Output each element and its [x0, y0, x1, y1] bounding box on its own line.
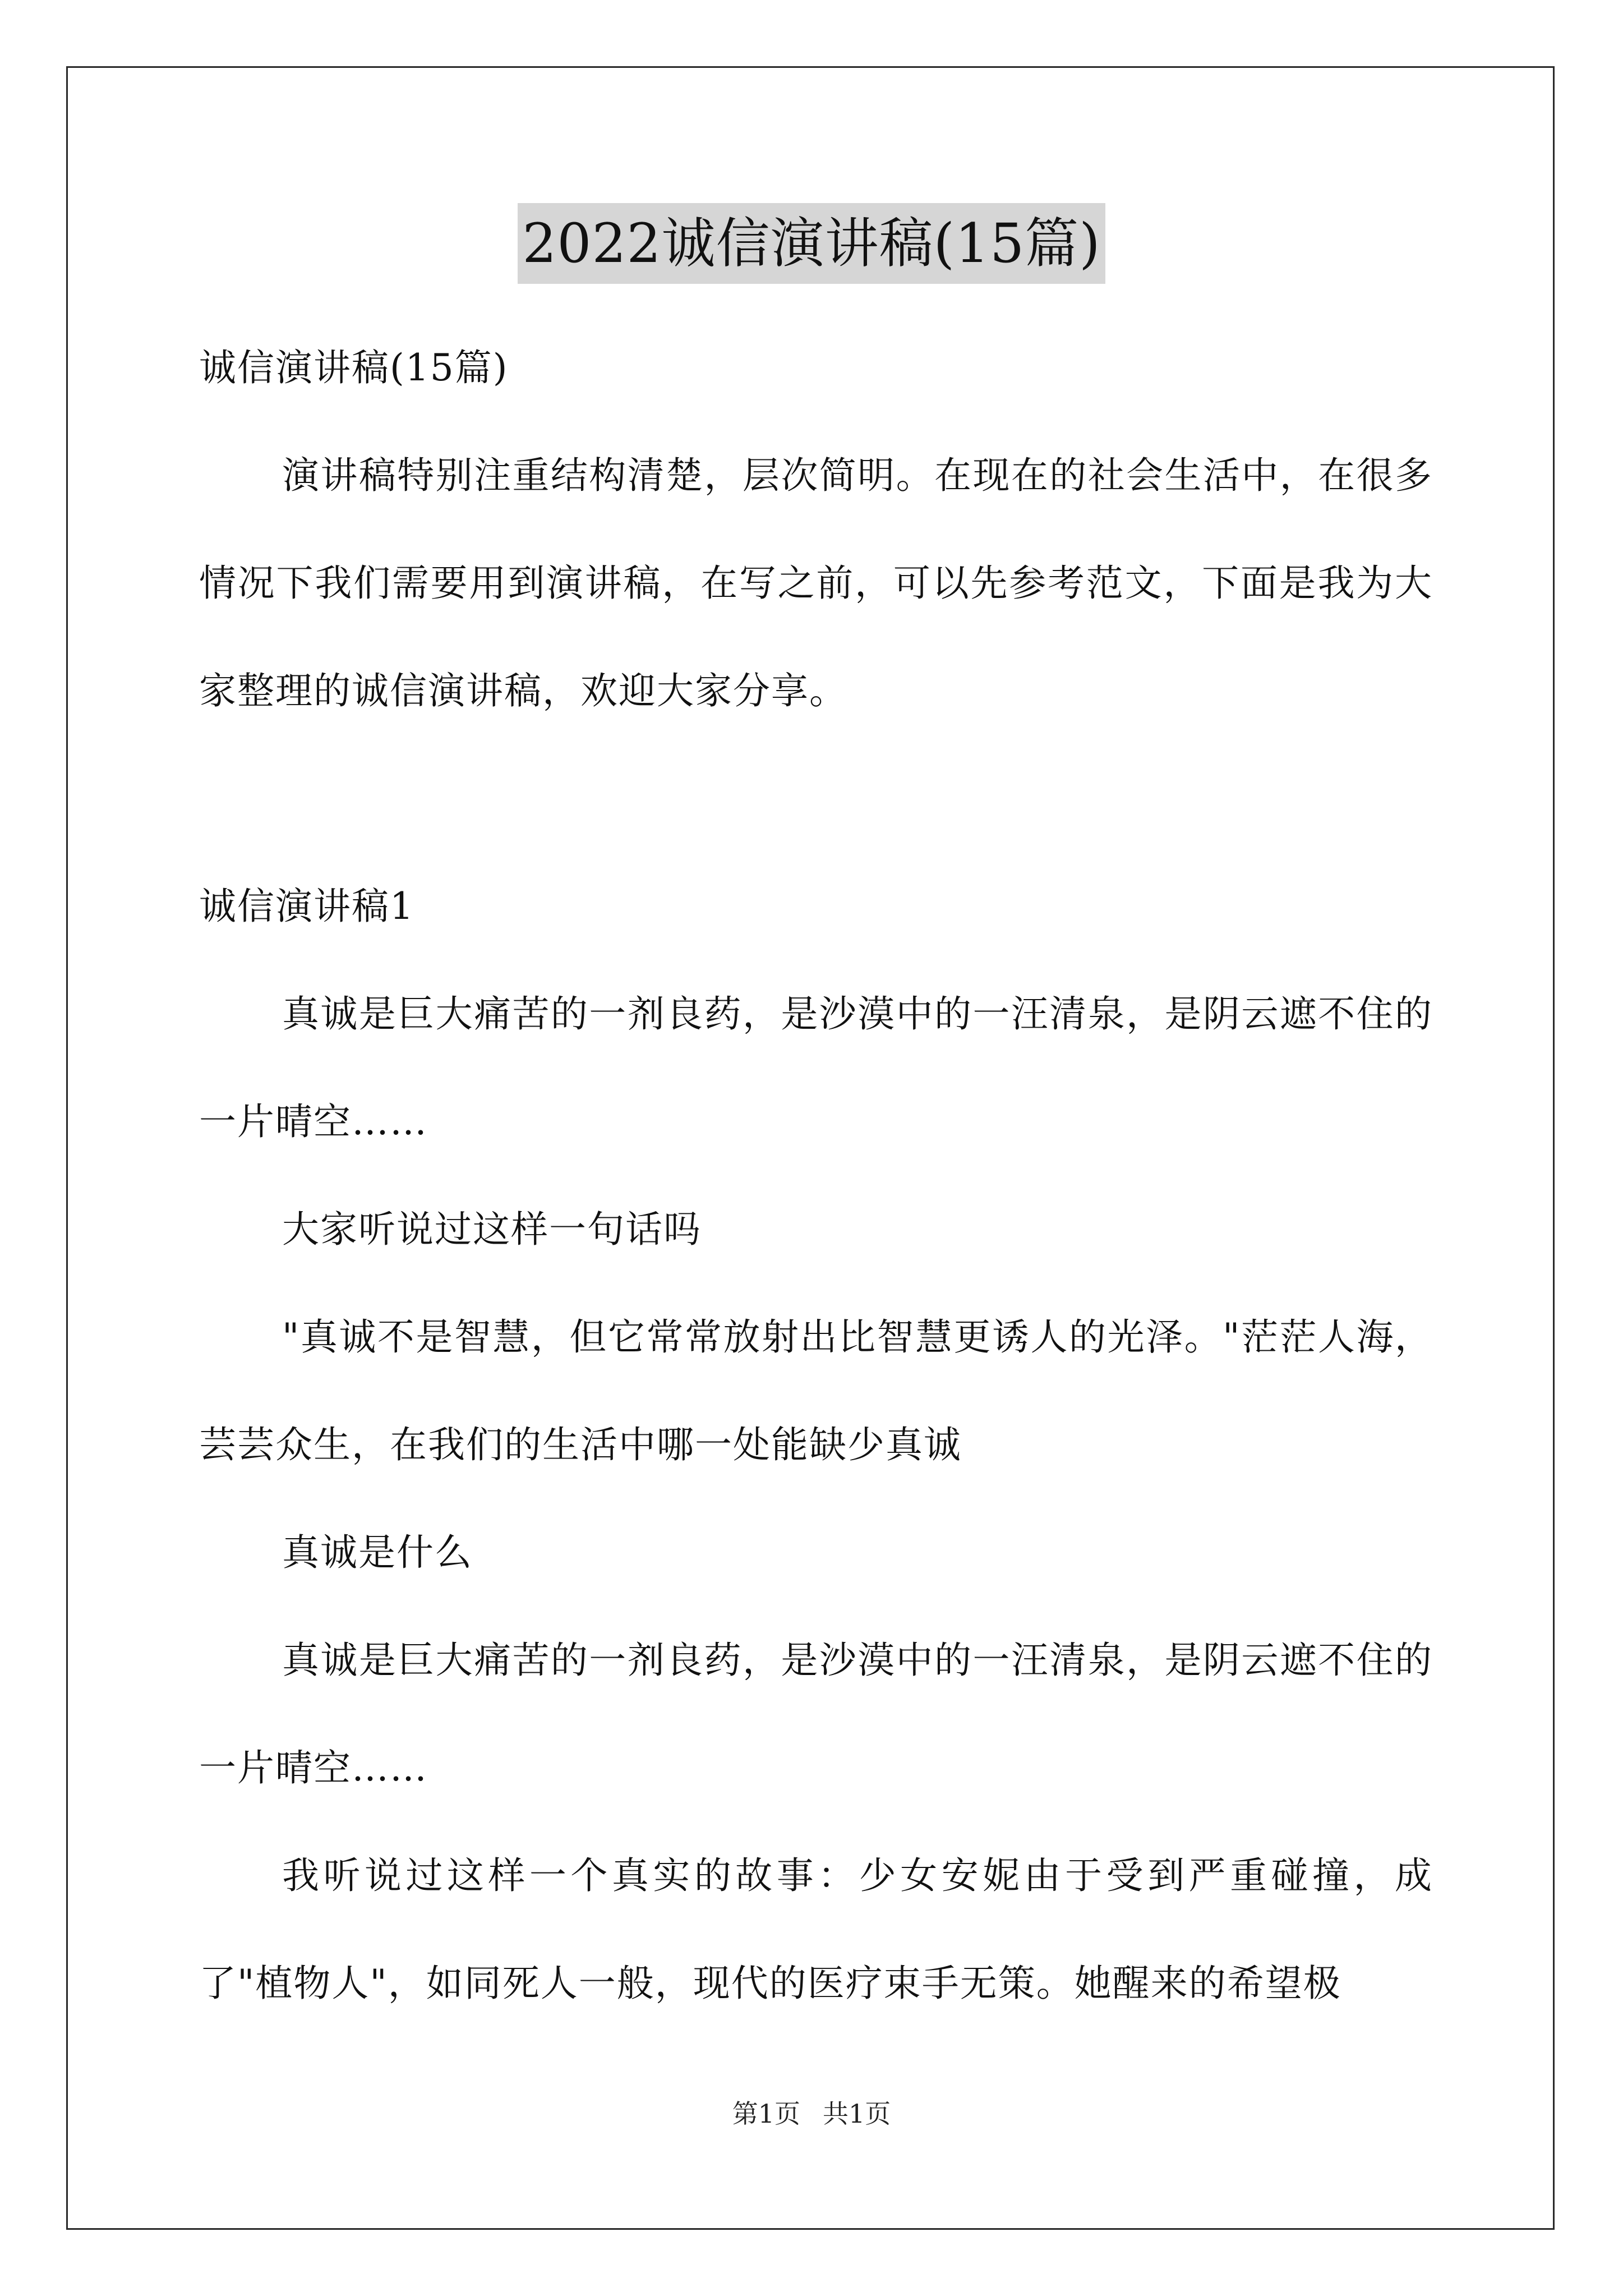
page-footer — [0, 2097, 1623, 2131]
body-paragraph: 大家听说过这样一句话吗 — [282, 1208, 702, 1251]
page-number: 第1页 — [732, 2099, 800, 2129]
body-paragraph: 真诚是巨大痛苦的一剂良药，是沙漠中的一汪清泉，是阴云遮不住的一片晴空…… — [199, 992, 1433, 1143]
body-paragraph: "真诚不是智慧，但它常常放射出比智慧更诱人的光泽。"茫茫人海，芸芸众生，在我们的生活中哪一处能缺少真诚 — [199, 1315, 1433, 1466]
body-paragraph: 真诚是什么 — [282, 1531, 473, 1574]
body-paragraph: 真诚是巨大痛苦的一剂良药，是沙漠中的一汪清泉，是阴云遮不住的一片晴空…… — [199, 1639, 1433, 1789]
body-paragraph: 我听说过这样一个真实的故事：少女安妮由于受到严重碰撞，成了"植物人"，如同死人一般，现代的医疗束手无策。她醒来的希望极 — [199, 1854, 1433, 2005]
document-title: 2022诚信演讲稿(15篇) — [518, 203, 1105, 284]
intro-paragraph: 演讲稿特别注重结构清楚，层次简明。在现在的社会生活中，在很多情况下我们需要用到演讲稿，在写之前，可以先参考范文，下面是我为大家整理的诚信演讲稿，欢迎大家分享。 — [199, 454, 1433, 712]
document-body — [199, 314, 1433, 2037]
page-total: 共1页 — [823, 2099, 891, 2129]
title-container — [0, 203, 1623, 284]
section-spacer — [199, 745, 1433, 853]
document-subtitle: 诚信演讲稿(15篇) — [199, 346, 509, 389]
section-heading: 诚信演讲稿1 — [199, 885, 414, 928]
